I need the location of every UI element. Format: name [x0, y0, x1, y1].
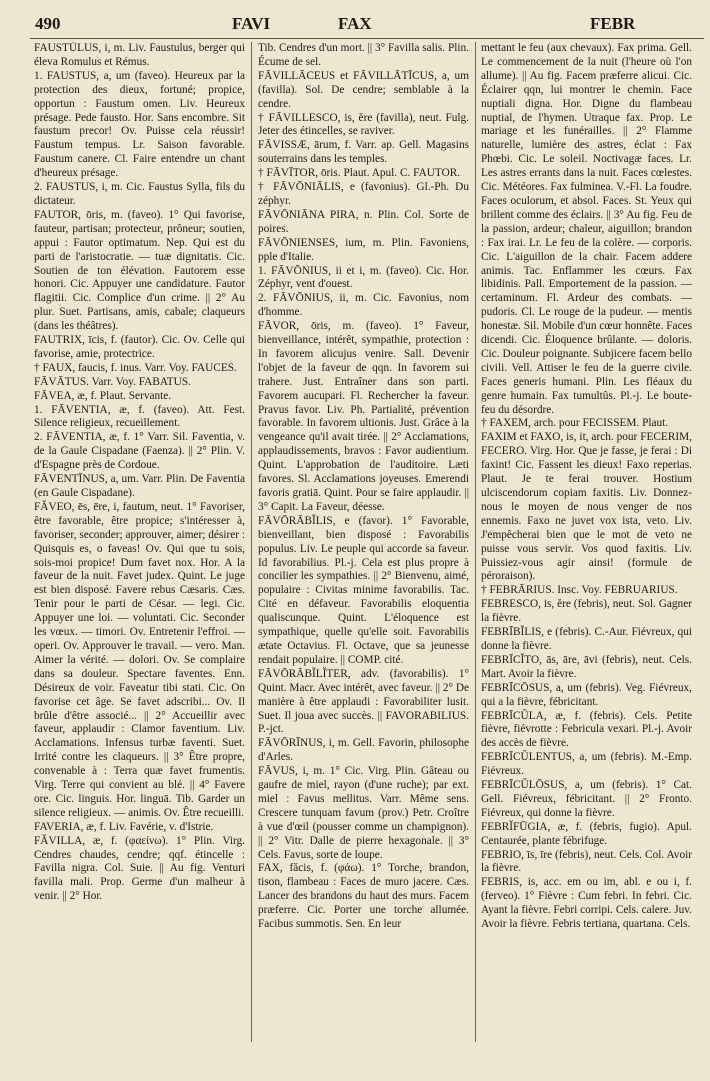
- dictionary-entry: FEBRIO, īs, īre (febris), neut. Cels. Col. Avoir la fièvre.: [481, 848, 692, 875]
- center-running-head: FAX: [338, 14, 372, 33]
- dictionary-entry: FEBRĪCŌSUS, a, um (febris). Veg. Fiévreux, qui a la fièvre, fébricitant.: [481, 681, 692, 708]
- right-running-head: FEBR: [590, 14, 636, 33]
- column-3: [481, 42, 692, 1047]
- column-2: [258, 42, 469, 1047]
- dictionary-entry: FAX, făcis, f. (φάω). 1° Torche, brandon, tison, flambeau : Faces de muro jacere. Cæs. Lancer des brandons du haut des murs. Facem præferre. Cic. Porter une torche allumée. Facibus summotis. Sen. En leur: [258, 862, 469, 931]
- dictionary-entry: FĀVŌNIĀNA PIRA, n. Plin. Col. Sorte de poires.: [258, 208, 469, 235]
- dictionary-entry: FĀVŌRĀBĬLĬTER, adv. (favorabilis). 1° Quint. Macr. Avec intérêt, avec faveur. || 2° De manière à être applaudi : Favorabiliter lusit. Suet. Il joua avec succès. || FAVORABILIUS. P.-jct.: [258, 667, 469, 736]
- dictionary-entry: FEBRĬFŪGIA, æ, f. (febris, fugio). Apul. Centaurée, plante fébrifuge.: [481, 820, 692, 847]
- running-header: [0, 14, 710, 38]
- dictionary-entry: † FAXEM, arch. pour FECISSEM. Plaut.: [481, 417, 669, 430]
- dictionary-entry: FEBRIS, is, acc. em ou im, abl. e ou i, f. (ferveo). 1° Fièvre : Cum febri. In febri. Cic. Ayant la fièvre. Febri corripi. Cels. calere. Juv. Avoir la fièvre. Febris tertiana, quartana. Cels.: [481, 876, 692, 931]
- dictionary-entry: FAUTRIX, īcis, f. (fautor). Cic. Ov. Celle qui favorise, amie, protectrice.: [34, 334, 245, 360]
- dictionary-entry: FĀVILLĀCEUS et FĀVILLĀTĪCUS, a, um (favilla). Sol. De cendre; semblable à la cendre.: [258, 69, 469, 110]
- dictionary-entry: FEBRĪCŬLENTUS, a, um (febris). M.-Emp. Fiévreux.: [481, 751, 692, 778]
- column-divider: [475, 42, 476, 1042]
- dictionary-entry: 1. FAUSTUS, a, um (faveo). Heureux par la protection des dieux, fortuné; propice, opportun : Faustum omen. Liv. Heureux présage. Pede fausto. Hor. Sans encombre. Sit faustum precor! Ov. Puisse cela réussir! Faustum tempus. Lr. Saison favorable. Faustum canere. Cl. Faire entendre un chant d'heureux présage.: [34, 69, 245, 180]
- dictionary-entry: FĀVUS, i, m. 1° Cic. Virg. Plin. Gâteau ou gaufre de miel, rayon (d'une ruche); par ext. miel : Favus mellitus. Varr. Même sens. Crescere tunquam favum (prov.) Petr. Croître à vue d'œil (pousser comme un champignon). || 2° Vitr. Dalle de pierre hexagonale. || 3° Cels. Favus, sorte de loupe.: [258, 765, 469, 861]
- dictionary-entry: 2. FĀVENTIA, æ, f. 1° Varr. Sil. Faventia, v. de la Gaule Cispadane (Faenza). || 2° Plin. V. d'Espagne près de Cordoue.: [34, 431, 245, 472]
- dictionary-entry: 2. FĀVŌNIUS, ii, m. Cic. Favonius, nom d'homme.: [258, 292, 469, 319]
- dictionary-entry: † FĀVĪTOR, ōris. Plaut. Apul. C. FAUTOR.: [258, 167, 461, 180]
- header-rule: [30, 38, 704, 39]
- dictionary-entry: FĀVOR, ōris, m. (faveo). 1° Faveur, bienveillance, intérêt, sympathie, protection : In favorem alicujus venire. Sall. Devenir l'objet de la faveur de qqn. In favorem sui trahere. Just. Entraîner dans son parti. Favorem aucupari. Fl. Rechercher la faveur. Pravus favor. Liv. Ph. Partialité, prévention favorable. In favorem ultionis. Just. Grâce à la vengeance qu'il avait tirée. || 2° Acclamations, applaudissements, bravos : Favor audientium. Quint. L'approbation de l'auditoire. Læti favores. Sl. Acclamations joyeuses. Emerendi favoris gratiā. Quint. Pour se faire applaudir. || 3° Capit. La Faveur, déesse.: [258, 320, 469, 513]
- dictionary-entry: mettant le feu (aux chevaux). Fax prima. Gell. Le commencement de la nuit (l'heure où l'on allume). || Au fig. Facem præferre alicui. Cic. Éclairer qqn, lui montrer le chemin. Face nuptiali digna. Hor. Digne du flambeau nuptial, de l'hymen. Utraque fax. Prop. Le mariage et les funérailles. || 2° Flamme naturelle, lumière des astres, éclat : Fax Phœbi. Cic. Le soleil. Noctivagæ faces. Lr. Les astres errants dans la nuit. Faces cœlestes. Cic. Météores. Fax fulminea. V.-Fl. La foudre. Faces oculorum, et absol. Faces. St. Yeux qui brillent comme des éclairs. || 3° Au fig. Feu de la passion, ardeur; chaleur, aiguillon; brandon : Fax irai. Lr. Le feu de la colère. — corporis. Cic. L'aiguillon de la chair. Facem addere animis. Tac. Enflammer les cœurs. Fax libidinis. Pall. Emportement de la passion. — certaminum. Fl. Ardeur des combats. — pudoris. Cl. Le rouge de la pudeur. — mentis honestæ. Sil. Mobile d'un cœur honnête. Faces dicendi. Cic. Éloquence brûlante. — doloris. Cic. Douleur poignante. Subjicere facem bello civili. Vell. Attiser le feu de la guerre civile. Faces generis humani. Plin. Les fléaux du genre humain. Fax tumultûs. Pl.-j. Le boute-feu du désordre.: [481, 42, 692, 416]
- dictionary-entry: FĀVEA, æ, f. Plaut. Servante.: [34, 389, 172, 402]
- dictionary-entry: 1. FĀVENTIA, æ, f. (faveo). Att. Fest. Silence religieux, recueillement.: [34, 403, 245, 430]
- dictionary-entry: FĀVENTĪNUS, a, um. Varr. Plin. De Faventia (en Gaule Cispadane).: [34, 473, 245, 499]
- dictionary-entry: FĀVŌRĀBĬLIS, e (favor). 1° Favorable, bienveillant, bien disposé : Favorabilis populus. Liv. Le peuple qui accorde sa faveur. Id favorabilius. Pl.-j. Cela est plus propre à concilier les sympathies. || 2° Bienvenu, aimé, populaire : Civitas minime favorabilis. Tac. Cité en défaveur. Favorabilis eloquentia qualiscunque. Quint. L'éloquence est sympathique, quelle qu'elle soit. Favorabilis ætate Octavius. Fl. Octave, que sa jeunesse rendait populaire. || COMP. cité.: [258, 514, 469, 666]
- dictionary-entry: FAUSTŬLUS, i, m. Liv. Faustulus, berger qui éleva Romulus et Rémus.: [34, 42, 245, 68]
- dictionary-entry: FEBRĪBĬLIS, e (febris). C.-Aur. Fiévreux, qui donne la fièvre.: [481, 626, 692, 652]
- dictionary-entry: FEBRĪCŬLŌSUS, a, um (febris). 1° Cat. Gell. Fiévreux, fébricitant. || 2° Fronto. Fiévreux, qui donne la fièvre.: [481, 779, 692, 819]
- dictionary-entry: 1. FĀVŌNIUS, ii et i, m. (faveo). Cic. Hor. Zéphyr, vent d'ouest.: [258, 264, 469, 291]
- dictionary-entry: Tib. Cendres d'un mort. || 3° Favilla salis. Plin. Écume de sel.: [258, 42, 469, 68]
- dictionary-entry: FĀVĀTUS. Varr. Voy. FABATUS.: [34, 375, 191, 388]
- column-divider: [251, 42, 252, 1042]
- dictionary-entry: FEBRĪCŬLA, æ, f. (febris). Cels. Petite fièvre, fiévrotte : Febricula vexari. Pl.-j. Avoir des accès de fièvre.: [481, 709, 692, 750]
- dictionary-entry: † FAUX, faucis, f. inus. Varr. Voy. FAUCES.: [34, 361, 237, 374]
- dictionary-entry: 2. FAUSTUS, i, m. Cic. Faustus Sylla, fils du dictateur.: [34, 181, 245, 207]
- dictionary-entry: FAUTOR, ōris, m. (faveo). 1° Qui favorise, fauteur, partisan; protecteur, prôneur; soutien, appui : Fautor optimatum. Nep. Qui est du parti de l'aristocratie. — tuæ dignitatis. Cic. Soutien de ton élévation. Fautorem esse honori. Cic. Appuyer une candidature. Fautor flagitii. Cic. Complice d'un crime. || 2° Au plur. Suet. Partisans, amis, cabale; claqueurs (dans les théâtres).: [34, 208, 245, 333]
- dictionary-entry: FĂVEO, ēs, ēre, i, fautum, neut. 1° Favoriser, être favorable, être propice; s'intéresser à, favoriser, seconder; approuver, aimer; désirer : Quisquis es, o faveas! Ov. Qui que tu sois, sois-moi propice! Dum favet nox. Hor. A la faveur de la nuit. Favet judex. Quint. Le juge est bien disposé. Favere rebus Cæsaris. Cæs. Tenir pour le parti de César. — legi. Cic. Appuyer une loi. — voluntati. Cic. Seconder les vœux. — timori. Ov. Entretenir l'effroi. — operi. Ov. Approuver le travail. — vero. Man. Aimer la vérité. — dolori. Ov. Se complaire dans sa douleur. Spectare faventes. Enn. Désireux de voir. Faveatur tibi stati. Cic. On favorise cet âge. Se favet adscribi... Ov. Il brûle d'être associé... || 2° Accueillir avec faveur, applaudir : Clamor faventium. Liv. Acclamations. Infensus turbæ faventi. Suet. Irrité contre les claqueurs. || 3° Être propre, convenable à : Terra quæ favet frumentis. Virg. Terre qui convient au blé. || 4° Favere ore. Cic. linguis. Hor. linguā. Tib. Garder un silence religieux. — animis. Ov. Être recueilli.: [34, 500, 245, 819]
- dictionary-entry: † FĀVŌNIĀLIS, e (favonius). Gl.-Ph. Du zéphyr.: [258, 181, 469, 207]
- dictionary-entry: FAVERIA, æ, f. Liv. Favérie, v. d'Istrie.: [34, 820, 214, 833]
- dictionary-entry: FĀVŌRĪNUS, i, m. Gell. Favorin, philosophe d'Arles.: [258, 737, 469, 764]
- dictionary-entry: FAXIM et FAXO, is, it, arch. pour FECERIM, FECERO. Virg. Hor. Que je fasse, je ferai : Di faxint! Cic. Fassent les dieux! Faxo reperias. Plaut. Je te ferai trouver. Hostium ulciscendorum copiam faxitis. Liv. Donnez-nous le moyen de nous venger de nos ennemis. Faxo ne juvet vox ista, veto. Liv. J'empêcherai bien que le mot de veto ne puisse vous servir. Vos quod faxitis. Liv. Puissiez-vous agir ainsi! (formule de péroraison).: [481, 431, 692, 583]
- column-1: [34, 42, 245, 1047]
- dictionary-entry: FEBRESCO, is, ĕre (febris), neut. Sol. Gagner la fièvre.: [481, 598, 692, 625]
- left-running-head: FAVI: [232, 14, 271, 33]
- dictionary-entry: FĂVILLA, æ, f. (φαείνω). 1° Plin. Virg. Cendres chaudes, cendre; qqf. étincelle : Favilla nigra. Col. Suie. || Au fig. Venturi favilla mali. Prop. Germe d'un malheur à venir. || 2° Hor.: [34, 834, 245, 903]
- dictionary-entry: FEBRĪCĬTO, ās, āre, āvi (febris), neut. Cels. Mart. Avoir la fièvre.: [481, 653, 692, 680]
- page-number: 490: [35, 14, 61, 33]
- dictionary-entry: FĀVŌNIENSES, ium, m. Plin. Favoniens, pple d'Italie.: [258, 236, 469, 263]
- dictionary-entry: FĀVISSÆ, ārum, f. Varr. ap. Gell. Magasins souterrains dans les temples.: [258, 139, 469, 166]
- dictionary-entry: † FEBRĀRIUS. Insc. Voy. FEBRUARIUS.: [481, 584, 678, 597]
- dictionary-entry: † FĀVILLESCO, is, ĕre (favilla), neut. Fulg. Jeter des étincelles, se raviver.: [258, 111, 469, 138]
